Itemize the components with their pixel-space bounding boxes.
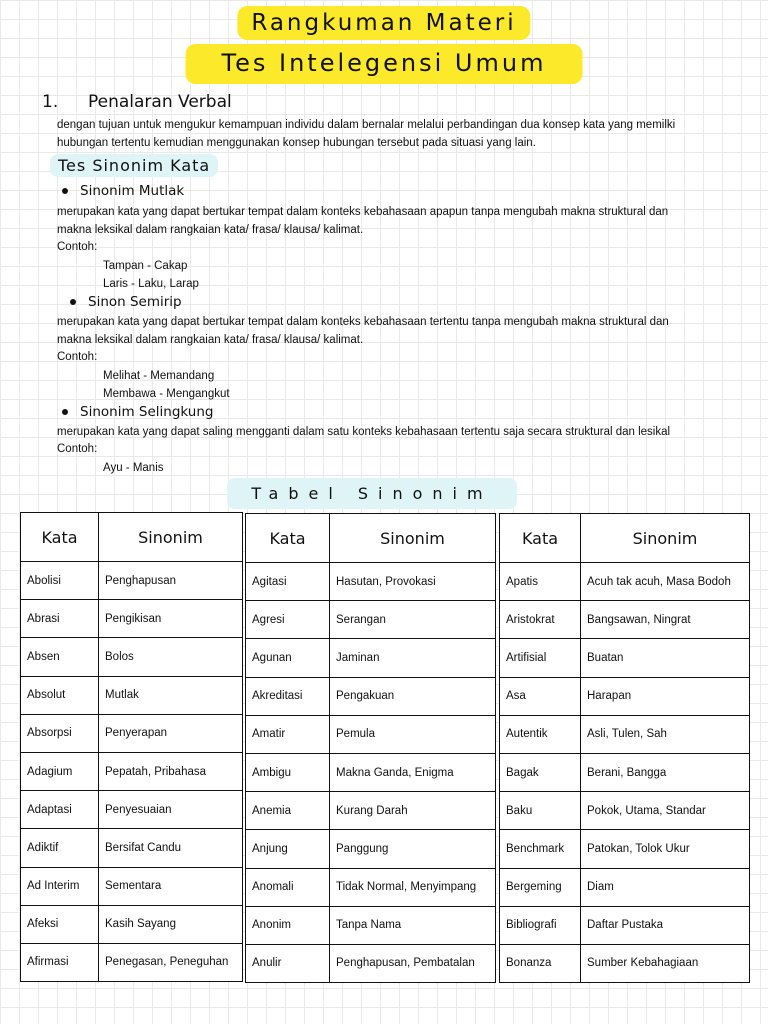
table-row [500,563,750,601]
cell-kata: Adiktif [21,829,99,867]
cell-kata: Amatir [246,715,330,753]
cell-sinonim: Pepatah, Pribahasa [99,752,243,790]
cell-sinonim: Panggung [330,830,496,868]
table-row [246,868,496,906]
cell-sinonim: Penegasan, Peneguhan [99,943,243,981]
table-row [21,600,243,638]
cell-sinonim: Asli, Tulen, Sah [581,715,750,753]
table-row [246,944,496,982]
table-row [246,792,496,830]
item-heading-mutlak [62,183,184,199]
item-desc: merupakan kata yang dapat bertukar tempat dalam konteks kebahasaan apapun tanpa mengubah makna struktural dan [57,206,669,218]
table-row [21,867,243,905]
section-intro-line2: hubungan tertentu kemudian menggunakan konsep hubungan tersebut pada situasi yang lain. [57,137,536,149]
section-title: Penalaran Verbal [88,92,232,112]
cell-kata: Afirmasi [21,943,99,981]
table-row [21,638,243,676]
example: Ayu - Manis [103,462,164,474]
table-header-row [500,514,750,563]
table-header-row [246,514,496,563]
cell-kata: Akreditasi [246,677,330,715]
contoh-label: Contoh: [57,241,98,253]
cell-sinonim: Bersifat Candu [99,829,243,867]
cell-sinonim: Sementara [99,867,243,905]
table-row [246,601,496,639]
synonym-table-1 [20,512,243,982]
cell-sinonim: Bangsawan, Ningrat [581,601,750,639]
item-heading-text: Sinonim Mutlak [80,183,185,199]
cell-kata: Absorpsi [21,714,99,752]
cell-kata: Bagak [500,753,581,791]
table-row [246,715,496,753]
bullet-dot-icon [62,188,68,194]
cell-kata: Adaptasi [21,791,99,829]
table-row [500,830,750,868]
table-row [21,562,243,600]
synonym-table-2 [245,513,496,983]
table-row [500,792,750,830]
cell-sinonim: Penghapusan, Pembatalan [330,944,496,982]
contoh-label: Contoh: [57,351,98,363]
cell-kata: Ad Interim [21,867,99,905]
table-row [500,906,750,944]
section-number: 1. [42,92,59,112]
table-row [246,639,496,677]
cell-kata: Asa [500,677,581,715]
table-row [246,563,496,601]
cell-sinonim: Penghapusan [99,562,243,600]
table-row [500,639,750,677]
example: Laris - Laku, Larap [103,278,199,290]
header-sinonim: Sinonim [99,513,243,562]
cell-kata: Agresi [246,601,330,639]
table-row [500,715,750,753]
contoh-label: Contoh: [57,443,98,455]
table-header-row [21,513,243,562]
cell-kata: Aristokrat [500,601,581,639]
item-heading-text: Sinonim Selingkung [80,404,214,420]
cell-kata: Apatis [500,563,581,601]
item-desc: merupakan kata yang dapat saling mengganti dalam satu konteks kebahasaan tertentu saja secara struktural dan lesikal [57,426,671,438]
cell-sinonim: Jaminan [330,639,496,677]
table-row [21,829,243,867]
cell-kata: Benchmark [500,830,581,868]
header-sinonim: Sinonim [581,514,750,563]
item-desc: merupakan kata yang dapat bertukar tempat dalam konteks kebahasaan tertentu tanpa mengubah makna struktural dan [57,316,669,328]
cell-kata: Bibliografi [500,906,581,944]
cell-kata: Absen [21,638,99,676]
section-intro-line1: dengan tujuan untuk mengukur kemampuan individu dalam bernalar melalui perbandingan dua konsep kata yang memilki [57,119,676,131]
cell-kata: Ambigu [246,753,330,791]
item-heading-text: Sinon Semirip [88,294,182,310]
page-title-line2: Tes Intelegensi Umum [186,44,583,84]
example: Membawa - Mengangkut [103,388,230,400]
table-row [500,601,750,639]
cell-kata: Anomali [246,868,330,906]
item-heading-selingkung [62,404,213,420]
cell-sinonim: Pengikisan [99,600,243,638]
cell-sinonim: Mutlak [99,676,243,714]
table-row [21,714,243,752]
subsection-title: Tes Sinonim Kata [50,154,218,177]
cell-kata: Anjung [246,830,330,868]
item-desc: makna leksikal dalam rangkaian kata/ frasa/ klausa/ kalimat. [57,224,364,236]
cell-sinonim: Harapan [581,677,750,715]
table-row [500,753,750,791]
example: Tampan - Cakap [103,260,188,272]
page-title-line1: Rangkuman Materi [237,6,530,40]
cell-sinonim: Kasih Sayang [99,905,243,943]
cell-kata: Bergeming [500,868,581,906]
cell-kata: Absolut [21,676,99,714]
cell-kata: Agitasi [246,563,330,601]
cell-kata: Anemia [246,792,330,830]
cell-sinonim: Pengakuan [330,677,496,715]
table-row [246,753,496,791]
header-kata: Kata [500,514,581,563]
cell-kata: Anonim [246,906,330,944]
cell-kata: Autentik [500,715,581,753]
cell-kata: Bonanza [500,944,581,982]
table-row [246,906,496,944]
header-kata: Kata [21,513,99,562]
cell-kata: Agunan [246,639,330,677]
cell-sinonim: Diam [581,868,750,906]
cell-sinonim: Berani, Bangga [581,753,750,791]
cell-sinonim: Acuh tak acuh, Masa Bodoh [581,563,750,601]
item-heading-semirip [70,294,182,310]
cell-sinonim: Patokan, Tolok Ukur [581,830,750,868]
cell-sinonim: Makna Ganda, Enigma [330,753,496,791]
cell-kata: Artifisial [500,639,581,677]
table-title: Tabel Sinonim [227,478,517,509]
table-row [21,676,243,714]
cell-sinonim: Penyesuaian [99,791,243,829]
cell-sinonim: Pokok, Utama, Standar [581,792,750,830]
table-row [21,752,243,790]
cell-sinonim: Pemula [330,715,496,753]
table-row [246,830,496,868]
cell-sinonim: Tidak Normal, Menyimpang [330,868,496,906]
cell-sinonim: Sumber Kebahagiaan [581,944,750,982]
table-row [500,944,750,982]
cell-sinonim: Kurang Darah [330,792,496,830]
cell-kata: Abrasi [21,600,99,638]
cell-kata: Anulir [246,944,330,982]
item-desc: makna leksikal dalam rangkaian kata/ frasa/ klausa/ kalimat. [57,334,364,346]
cell-sinonim: Hasutan, Provokasi [330,563,496,601]
synonym-table-3 [499,513,750,983]
cell-sinonim: Serangan [330,601,496,639]
cell-sinonim: Penyerapan [99,714,243,752]
cell-sinonim: Buatan [581,639,750,677]
header-kata: Kata [246,514,330,563]
cell-kata: Baku [500,792,581,830]
cell-kata: Abolisi [21,562,99,600]
cell-kata: Adagium [21,752,99,790]
table-row [500,677,750,715]
header-sinonim: Sinonim [330,514,496,563]
table-row [21,905,243,943]
example: Melihat - Memandang [103,370,215,382]
bullet-dot-icon [62,409,68,415]
table-row [246,677,496,715]
cell-sinonim: Daftar Pustaka [581,906,750,944]
cell-sinonim: Tanpa Nama [330,906,496,944]
bullet-dot-icon [70,299,76,305]
table-row [500,868,750,906]
cell-sinonim: Bolos [99,638,243,676]
table-row [21,943,243,981]
cell-kata: Afeksi [21,905,99,943]
table-row [21,791,243,829]
